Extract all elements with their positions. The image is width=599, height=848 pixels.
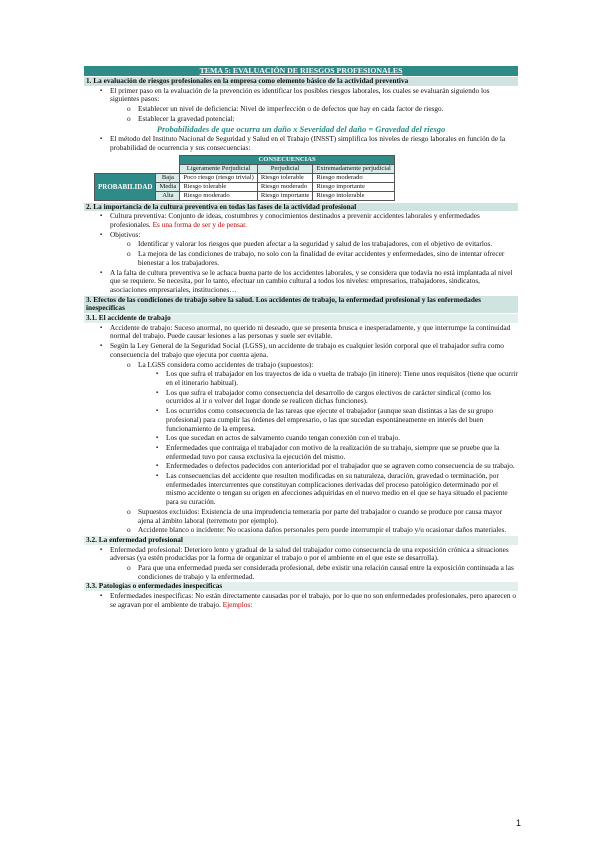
list-item: ▪ A la falta de cultura preventiva se le achaca buena parte de los accidentes laborales, y se considera que todavía no está implantada al nivel que se requiere. Se necesita, por lo tanto, efectuar un cambio cultural a todos los niveles: empresarios, trabajadores, sindicatos, asociaciones empresariales, instituciones…: [110, 269, 518, 295]
paragraph: Objetivos:: [110, 229, 141, 239]
page-number: 1: [516, 818, 522, 828]
table-cell: Riesgo tolerable: [180, 182, 258, 191]
column-header: Ligeramente Perjudicial: [180, 164, 258, 173]
list-item: ▪ Los que sufra el trabajador en los trayectos de ida o vuelta de trabajo (in itinere): Tiene unos requisitos (tiene que ocurrir en el itinerario habitual).: [166, 370, 518, 387]
list-item: ▪ Los ocurridos como consecuencia de las tareas que ejecute el trabajador (aunque sean distintas a las de su grupo profesional) para cumplir las órdenes del empresario, o las que sucedan espontáneamente en interés del buen funcionamiento de la empresa.: [166, 407, 518, 433]
column-header: Extremadamente perjudicial: [313, 164, 395, 173]
list-item: [110, 87, 518, 124]
list-item: [110, 592, 518, 609]
list-item: o La mejora de las condiciones de trabajo, no solo con la finalidad de evitar accidentes y enfermedades, sino de intentar ofrecer bienestar a los trabajadores.: [138, 250, 518, 267]
list-item: o Accidente blanco o incidente: No ocasiona daños personales pero puede interrumpir el trabajo y/u ocasionar daños materiales.: [138, 526, 518, 535]
list-item: [110, 342, 518, 535]
paragraph: Cultura preventiva: Conjunto de ideas, costumbres y conocimientos destinados a prevenir accidentes laborales y enfermedades profesionales.: [110, 211, 480, 230]
section-1-list: [110, 87, 518, 124]
subsection-heading: 3.1. El accidente de trabajo: [84, 314, 518, 323]
list-item: [138, 361, 518, 507]
paragraph: El primer paso en la evaluación de la prevención es identificar los posibles riesgos laborales, los cuales se evaluarán siguiendo los siguientes pasos:: [110, 85, 490, 104]
section-1-heading: 1. La evaluación de riesgos profesionales en la empresa como elemento básico de la actividad preventiva: [84, 77, 518, 86]
list-item: ▪ Enfermedades o defectos padecidos con anterioridad por el trabajador que se agraven como consecuencia de su trabajo.: [166, 462, 518, 471]
list-item: ▪ Accidente de trabajo: Suceso anormal, no querido ni deseado, que se presenta brusca e inesperadamente, y que interrumpe la continuidad normal del trabajo. Puede causar lesiones a las personas y suele ser evitable.: [110, 324, 518, 341]
row-header: Media: [156, 182, 180, 191]
table-row: [95, 173, 395, 182]
list-item: o Establecer la gravedad potencial:: [138, 115, 518, 124]
table-cell: Riesgo importante: [257, 191, 313, 200]
paragraph: Según la Ley General de la Seguridad Social (LGSS), un accidente de trabajo es cualquier lesión corporal que el trabajador sufra como consecuencia del trabajo que ejecuta por cuenta ajena.: [110, 341, 504, 359]
list-item: ▪ Los que sucedan en actos de salvamento cuando tengan conexión con el trabajo.: [166, 434, 518, 443]
list-item: [110, 546, 518, 582]
list-item: ▪ El método del Instituto Nacional de Seguridad y Salud en el Trabajo (INSST) simplifica los niveles de riesgo laborales en función de la probabilidad de ocurrencia y sus consecuencias:: [110, 135, 518, 152]
row-header: Alta: [156, 191, 180, 200]
column-header: Perjudicial: [257, 164, 313, 173]
paragraph: Enfermedades inespecíficas: No están directamente causadas por el trabajo, por lo que no son enfermedades profesionales, pero aparecen o se agravan por el ambiente de trabajo.: [110, 591, 517, 609]
risk-matrix-table: [94, 155, 395, 201]
table-cell: Riesgo moderado: [180, 191, 258, 200]
subsection-heading: 3.2. La enfermedad profesional: [84, 536, 518, 545]
section-2-heading: 2. La importancia de la cultura preventiva en todas las fases de la actividad profesional: [84, 203, 518, 212]
highlight-text: Es una forma de ser y de pensar.: [152, 220, 247, 230]
paragraph: La LGSS considera como accidentes de trabajo (supuestos):: [138, 359, 314, 369]
subsection-heading: 3.3. Patologías o enfermedades inespecíficas: [84, 582, 518, 591]
table-cell: Riesgo intolerable: [313, 191, 395, 200]
list-item: ▪ Los que sufra el trabajador como consecuencia del desarrollo de cargos electivos de carácter sindical (como los ocurridos al ir o volver del lugar donde se realicen dichas funciones).: [166, 389, 518, 406]
section-2-list: [110, 212, 518, 294]
list-item: o Para que una enfermedad pueda ser considerada profesional, debe existir una relación causal entre la exposición continuada a las condiciones de trabajo y la enfermedad.: [138, 564, 518, 581]
section-3-2-list: [110, 546, 518, 582]
section-3-3-list: [110, 592, 518, 609]
section-3-heading: 3. Efectos de las condiciones de trabajo sobre la salud. Los accidentes de trabajo, la enfermedad profesional y las enfermedades inespecíficas: [84, 296, 518, 313]
list-item: o Establecer un nivel de deficiencia: Nivel de imperfección o de defectos que hay en cada factor de riesgo.: [138, 105, 518, 114]
table-cell: Riesgo moderado: [313, 173, 395, 182]
table-cell: Riesgo importante: [313, 182, 395, 191]
risk-formula: Probabilidades de que ocurra un daño x Severidad del daño = Gravedad del riesgo: [156, 123, 446, 134]
row-header: Baja: [156, 173, 180, 182]
list-item: o Identificar y valorar los riesgos que pueden afectar a la seguridad y salud de los trabajadores, con el objetivo de evitarlos.: [138, 240, 518, 249]
table-cell: Riesgo moderado: [257, 182, 313, 191]
table-cell: Poco riesgo (riesgo trivial): [180, 173, 258, 182]
table-header: CONSECUENCIAS: [180, 155, 395, 164]
paragraph: Enfermedad profesional: Deterioro lento y gradual de la salud del trabajador como consecuencia de una exposición crónica a situaciones adversas (ya estén producidas por la forma de organizar el trabajo o por el ambiente en el que este se desarrolla).: [110, 544, 509, 563]
list-item: [110, 231, 518, 268]
list-item: ▪ Las consecuencias del accidente que resulten modificadas en su naturaleza, duración, gravedad o terminación, por enfermedades intercurrentes que constituyan complicaciones derivadas del proceso patológico determinado por el mismo accidente o tengan su origen en afecciones adquiridas en el nuevo medio en el que se haya situado el paciente para su curación.: [166, 472, 518, 507]
document-page: [84, 66, 518, 611]
page-title: TEMA 5: EVALUACIÓN DE RIESGOS PROFESIONALES: [84, 66, 518, 76]
highlight-text: Ejemplos:: [222, 599, 253, 609]
list-item: [110, 212, 518, 229]
table-cell: Riesgo tolerable: [257, 173, 313, 182]
list-item: o Supuestos excluidos: Existencia de una imprudencia temeraria por parte del trabajador o cuando se produce por causa mayor ajena al ámbito laboral (terremoto por ejemplo).: [138, 508, 518, 525]
section-3-1-list: [110, 324, 518, 535]
row-group-header: PROBABILIDAD: [95, 173, 156, 200]
list-item: ▪ Enfermedades que contraiga el trabajador con motivo de la realización de su trabajo, siempre que se pruebe que la enfermedad tuvo por causa exclusiva la ejecución del mismo.: [166, 444, 518, 461]
